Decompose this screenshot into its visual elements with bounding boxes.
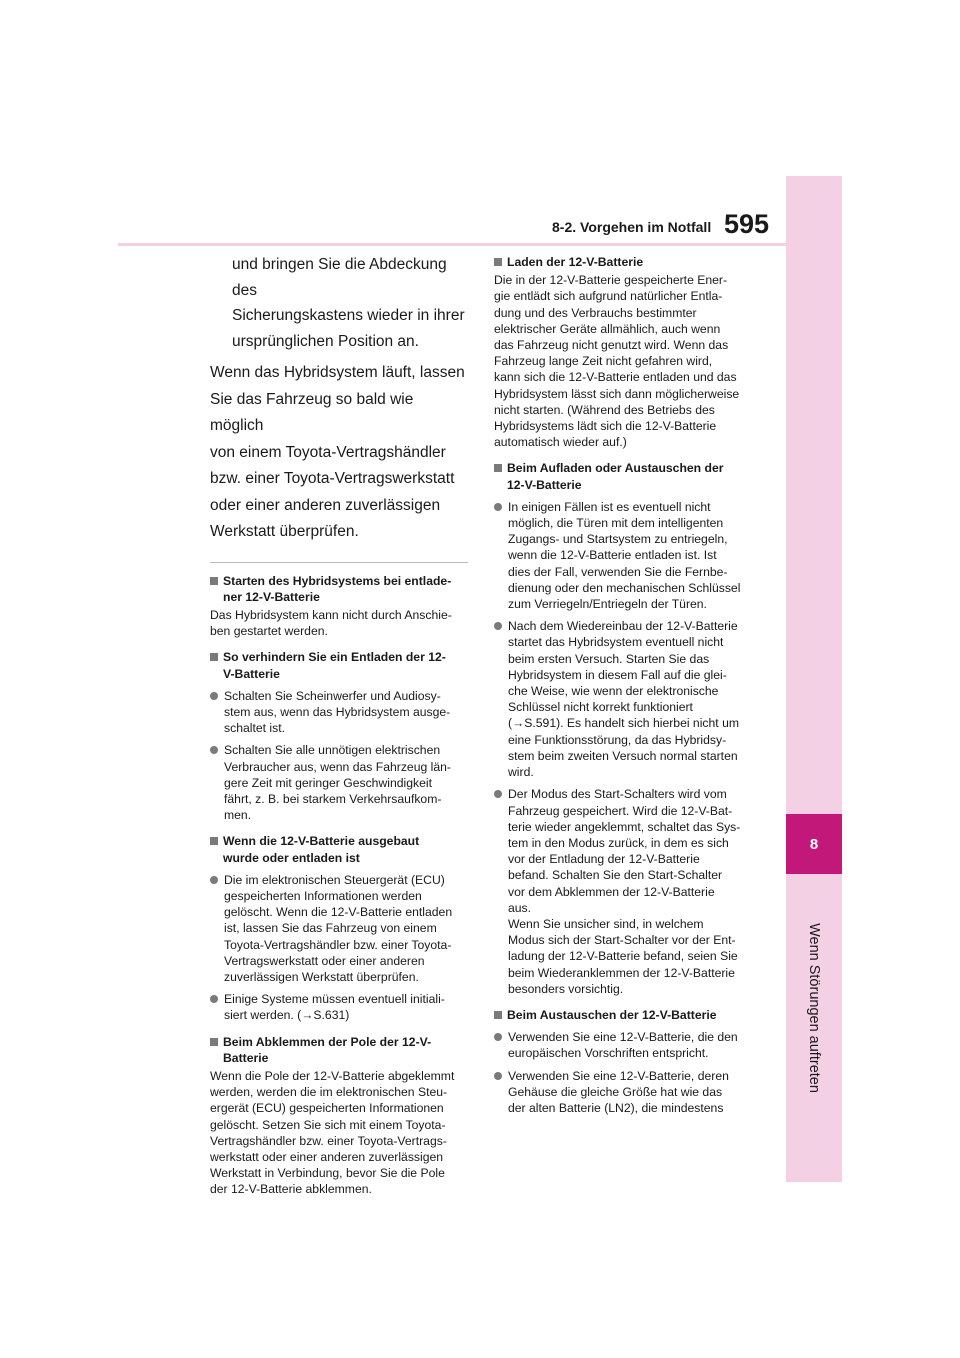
bullet-item: Der Modus des Start-Schalters wird vom Fahrzeug gespeichert. Wird die 12-V-Bat- terie wieder angeklemmt, schaltet das Sys- tem in den Modus zurück, in dem es sich vor der Entladung der 12-V-Batterie befand. Schalten Sie den Start-Schalter vor dem Abklemmen der 12-V-Batterie aus. Wenn Sie unsicher sind, in welchem Modus sich der Start-Schalter vor der Ent- ladung der 12-V-Batterie befand, seien Sie beim Wiederanklemmen der 12-V-Batterie besonders vorsichtig. (494, 786, 752, 997)
chapter-number-badge (786, 814, 842, 874)
circle-bullet-icon (210, 876, 218, 884)
section-header: 8-2. Vorgehen im Notfall (552, 219, 712, 235)
circle-bullet-icon (210, 995, 218, 1003)
square-bullet-icon (494, 258, 502, 266)
note-paragraph: Die in der 12-V-Batterie gespeicherte Ener- gie entlädt sich aufgrund natürlicher Entla- dung und des Verbrauchs bestimmter elektrischer Geräte allmählich, auch wenn das Fahrzeug nicht genutzt wird. Wenn das Fahrzeug lange Zeit nicht gefahren wird, kann sich die 12-V-Batterie entladen und das Hybridsystem lässt sich dann möglicherweise nicht starten. (Während des Betriebs des Hybridsystems lädt sich die 12-V-Batterie automatisch wieder auf.) (494, 273, 740, 450)
square-bullet-icon (494, 1011, 502, 1019)
right-column (494, 254, 752, 1116)
circle-bullet-icon (494, 790, 502, 798)
note-paragraph: Das Hybridsystem kann nicht durch Anschie- ben gestartet werden. (210, 607, 452, 639)
main-paragraph: Wenn das Hybridsystem läuft, lassen Sie das Fahrzeug so bald wie möglich von einem Toyota-Vertragshändler bzw. einer Toyota-Vertragswerkstatt oder einer anderen zuverlässigen Werkstatt überprüfen. (210, 364, 465, 540)
bullet-item: Schalten Sie Scheinwerfer und Audiosy- stem aus, wenn das Hybridsystem ausge- schaltet ist. (210, 688, 468, 737)
note-heading: So verhindern Sie ein Entladen der 12- V-Batterie (210, 649, 468, 681)
note-paragraph: Wenn die Pole der 12-V-Batterie abgeklemmt werden, werden die im elektronischen Steu- ergerät (ECU) gespeicherten Informationen gelöscht. Setzen Sie sich mit einem Toyota- Vertragshändler bzw. einer Toyota-Vertrags- werkstatt oder einer anderen zuverlässigen Werkstatt in Verbindung, bevor Sie die Pole der 12-V-Batterie abklemmen. (210, 1068, 455, 1197)
square-bullet-icon (210, 1038, 218, 1046)
circle-bullet-icon (494, 1072, 502, 1080)
bullet-item: Schalten Sie alle unnötigen elektrischen Verbraucher aus, wenn das Fahrzeug län- gere Zeit mit geringer Geschwindigkeit fährt, z. B. bei starkem Verkehrsaufkom- men. (210, 742, 468, 823)
continued-step-text: und bringen Sie die Abdeckung des Sicherungskastens wieder in ihrer ursprünglichen Position an. (232, 256, 465, 350)
circle-bullet-icon (494, 503, 502, 511)
page-number: 595 (724, 209, 770, 239)
bullet-item: Verwenden Sie eine 12-V-Batterie, die den europäischen Vorschriften entspricht. (494, 1029, 752, 1061)
bullet-item: Nach dem Wiedereinbau der 12-V-Batterie startet das Hybridsystem eventuell nicht beim ersten Versuch. Starten Sie das Hybridsystem in diesem Fall auf die glei- che Weise, wie wenn der elektronische Schlüssel nicht korrekt funktioniert (→S.591). Es handelt sich hierbei nicht um eine Funktionsstörung, da das Hybridsy- stem beim zweiten Versuch normal starten wird. (494, 618, 752, 780)
note-heading: Wenn die 12-V-Batterie ausgebaut wurde oder entladen ist (210, 833, 468, 865)
note-heading: Beim Abklemmen der Pole der 12-V- Batterie (210, 1034, 468, 1066)
circle-bullet-icon (494, 622, 502, 630)
square-bullet-icon (210, 653, 218, 661)
chapter-number: 8 (809, 835, 819, 853)
circle-bullet-icon (210, 746, 218, 754)
circle-bullet-icon (494, 1033, 502, 1041)
chapter-title: Wenn Störungen auftreten (806, 923, 822, 1093)
square-bullet-icon (210, 837, 218, 845)
bullet-item: Verwenden Sie eine 12-V-Batterie, deren Gehäuse die gleiche Größe hat wie das der alten Batterie (LN2), die mindestens (494, 1068, 752, 1117)
note-heading: Beim Austauschen der 12-V-Batterie (494, 1007, 752, 1023)
header-rule (118, 243, 786, 246)
note-heading: Starten des Hybridsystems bei entlade- ner 12-V-Batterie (210, 573, 468, 605)
square-bullet-icon (494, 464, 502, 472)
note-heading: Laden der 12-V-Batterie (494, 254, 752, 270)
bullet-item: Einige Systeme müssen eventuell initiali- siert werden. (→S.631) (210, 991, 468, 1023)
note-heading: Beim Aufladen oder Austauschen der 12-V-Batterie (494, 460, 752, 492)
bullet-item: Die im elektronischen Steuergerät (ECU) gespeicherten Informationen werden gelöscht. Wenn die 12-V-Batterie entladen ist, lassen Sie das Fahrzeug von einem Toyota-Vertragshändler bzw. einer Toyota- Vertragswerkstatt oder einer anderen zuverlässigen Werkstatt überprüfen. (210, 872, 468, 985)
square-bullet-icon (210, 577, 218, 585)
section-divider (210, 562, 468, 563)
left-column (210, 252, 468, 1198)
bullet-item: In einigen Fällen ist es eventuell nicht möglich, die Türen mit dem intelligenten Zugangs- und Startsystem zu entriegeln, wenn die 12-V-Batterie entladen ist. Ist dies der Fall, verwenden Sie die Fernbe- dienung oder den mechanischen Schlüssel zum Verriegeln/Entriegeln der Türen. (494, 499, 752, 612)
circle-bullet-icon (210, 692, 218, 700)
